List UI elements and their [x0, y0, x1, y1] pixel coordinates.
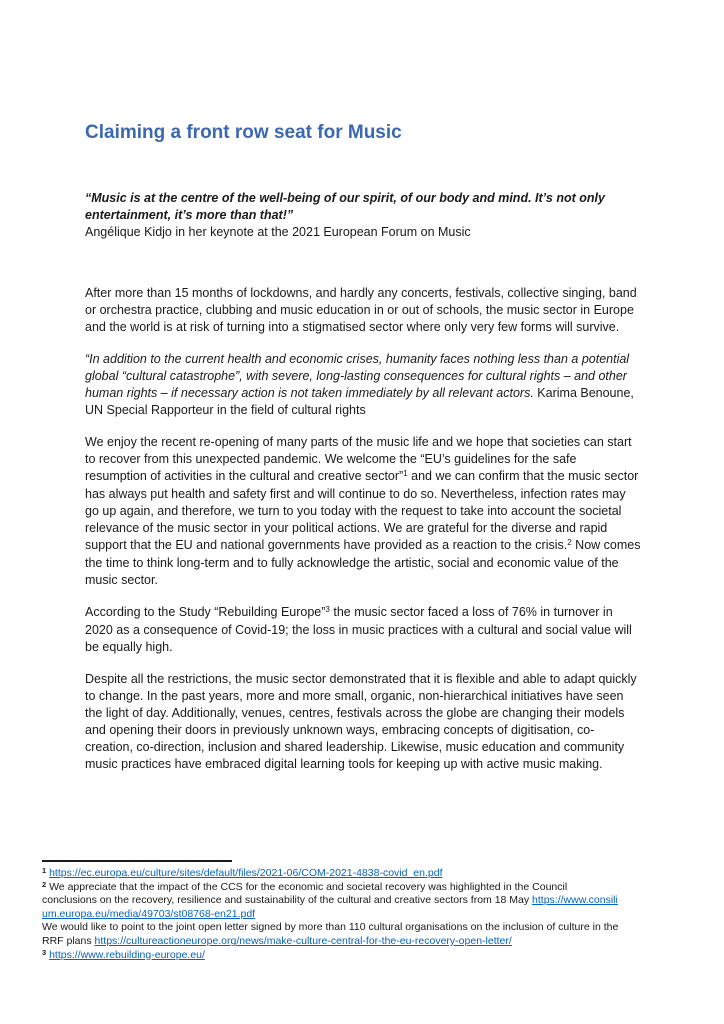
text-run: We would like to point to the joint open letter signed by more than 110 cultural organisations on the inclusion of culture in the RRF plans [42, 921, 619, 947]
text-run: We appreciate that the impact of the CCS for the economic and societal recovery was highlighted in the Council conclusions on the recovery, resilience and sustainability of the cultural and creative sectors from 18 May [42, 880, 568, 907]
footnote-separator [42, 860, 232, 862]
footnote-1 [42, 867, 622, 881]
text-run: and we can confirm that the music sector has always put health and safety first and will continue to do so. Nevertheless, infection rates may go up again, and therefore, we turn to you today with the request to take into account the societal relevance of the music sector in your political actions. We are grateful for the diverse and rapid support that the EU and national governments have provided as a reaction to the crisis. [85, 469, 639, 552]
footnotes-section [42, 860, 622, 962]
text-run: Karima Benoune, UN Special Rapporteur in the field of cultural rights [85, 386, 634, 417]
body-paragraph-2 [85, 351, 641, 419]
hyperlink[interactable]: https://ec.europa.eu/culture/sites/default/files/2021-06/COM-2021-4838-covid_en.pdf [49, 867, 443, 879]
footnote-reference: 2 [42, 879, 47, 889]
footnote-reference: 1 [403, 469, 408, 478]
hyperlink[interactable]: https://www.rebuilding-europe.eu/ [49, 948, 205, 961]
body-paragraph-3 [85, 434, 641, 589]
footnote-reference: 3 [42, 947, 47, 957]
text-run: “In addition to the current health and economic crises, humanity faces nothing less than a potential global “cultural catastrophe”, with severe, long-lasting consequences for cultural rights – and other human rights – if necessary action is not taken immediately by all relevant actors. [85, 352, 630, 400]
document-content [85, 121, 641, 788]
footnote-4 [42, 949, 622, 963]
footnote-reference: 2 [567, 538, 572, 547]
text-run: “Music is at the centre of the well-being of our spirit, of our body and mind. It’s not only entertainment, it’s more than that!” [85, 191, 605, 222]
opening-quote-block [85, 190, 641, 241]
footnote-reference: 3 [325, 605, 330, 614]
quote-attribution: Angélique Kidjo in her keynote at the 2021 European Forum on Music [85, 225, 471, 239]
text-run: According to the Study “Rebuilding Europe” [85, 605, 326, 619]
hyperlink[interactable]: https://www.consilium.europa.eu/media/49703/st08768-en21.pdf [42, 894, 618, 920]
footnote-2 [42, 881, 622, 922]
opening-quote [85, 190, 641, 224]
text-run: the music sector faced a loss of 76% in turnover in 2020 as a consequence of Covid-19; the loss in music practices with a cultural and social value will be equally high. [85, 605, 632, 654]
text-run: After more than 15 months of lockdowns, and hardly any concerts, festivals, collective singing, band or orchestra practice, clubbing and music education in or out of schools, the music sector in Europe and the world is at risk of turning into a stigmatised sector where only very few forms will survive. [85, 286, 637, 334]
body-paragraph-1 [85, 285, 641, 336]
body-paragraph-5 [85, 671, 641, 773]
body-paragraphs [85, 285, 641, 773]
page-title: Claiming a front row seat for Music [85, 122, 402, 143]
footnote-3 [42, 921, 622, 948]
footnote-reference: 1 [42, 866, 47, 875]
text-run: We enjoy the recent re-opening of many parts of the music life and we hope that societies can start to recover from this unexpected pandemic. We welcome the “EU’s guidelines for the safe resumption of activities in the cultural and creative sector” [85, 435, 632, 483]
body-paragraph-4 [85, 604, 641, 656]
hyperlink[interactable]: https://cultureactioneurope.org/news/make-culture-central-for-the-eu-recovery-open-letter/ [94, 934, 512, 947]
text-run: Despite all the restrictions, the music sector demonstrated that it is flexible and able to adapt quickly to change. In the past years, more and more small, organic, non-hierarchical initiatives have seen the light of day. Additionally, venues, centres, festivals across the globe are changing their models and opening their doors in previously unknown ways, embracing concepts of digitisation, co-creation, co-direction, inclusion and shared leadership. Likewise, music education and community music practices have embraced digital learning tools for keeping up with active music making. [85, 672, 637, 771]
text-run: Now comes the time to think long-term and to fully acknowledge the artistic, social and economic value of the music sector. [85, 538, 641, 587]
